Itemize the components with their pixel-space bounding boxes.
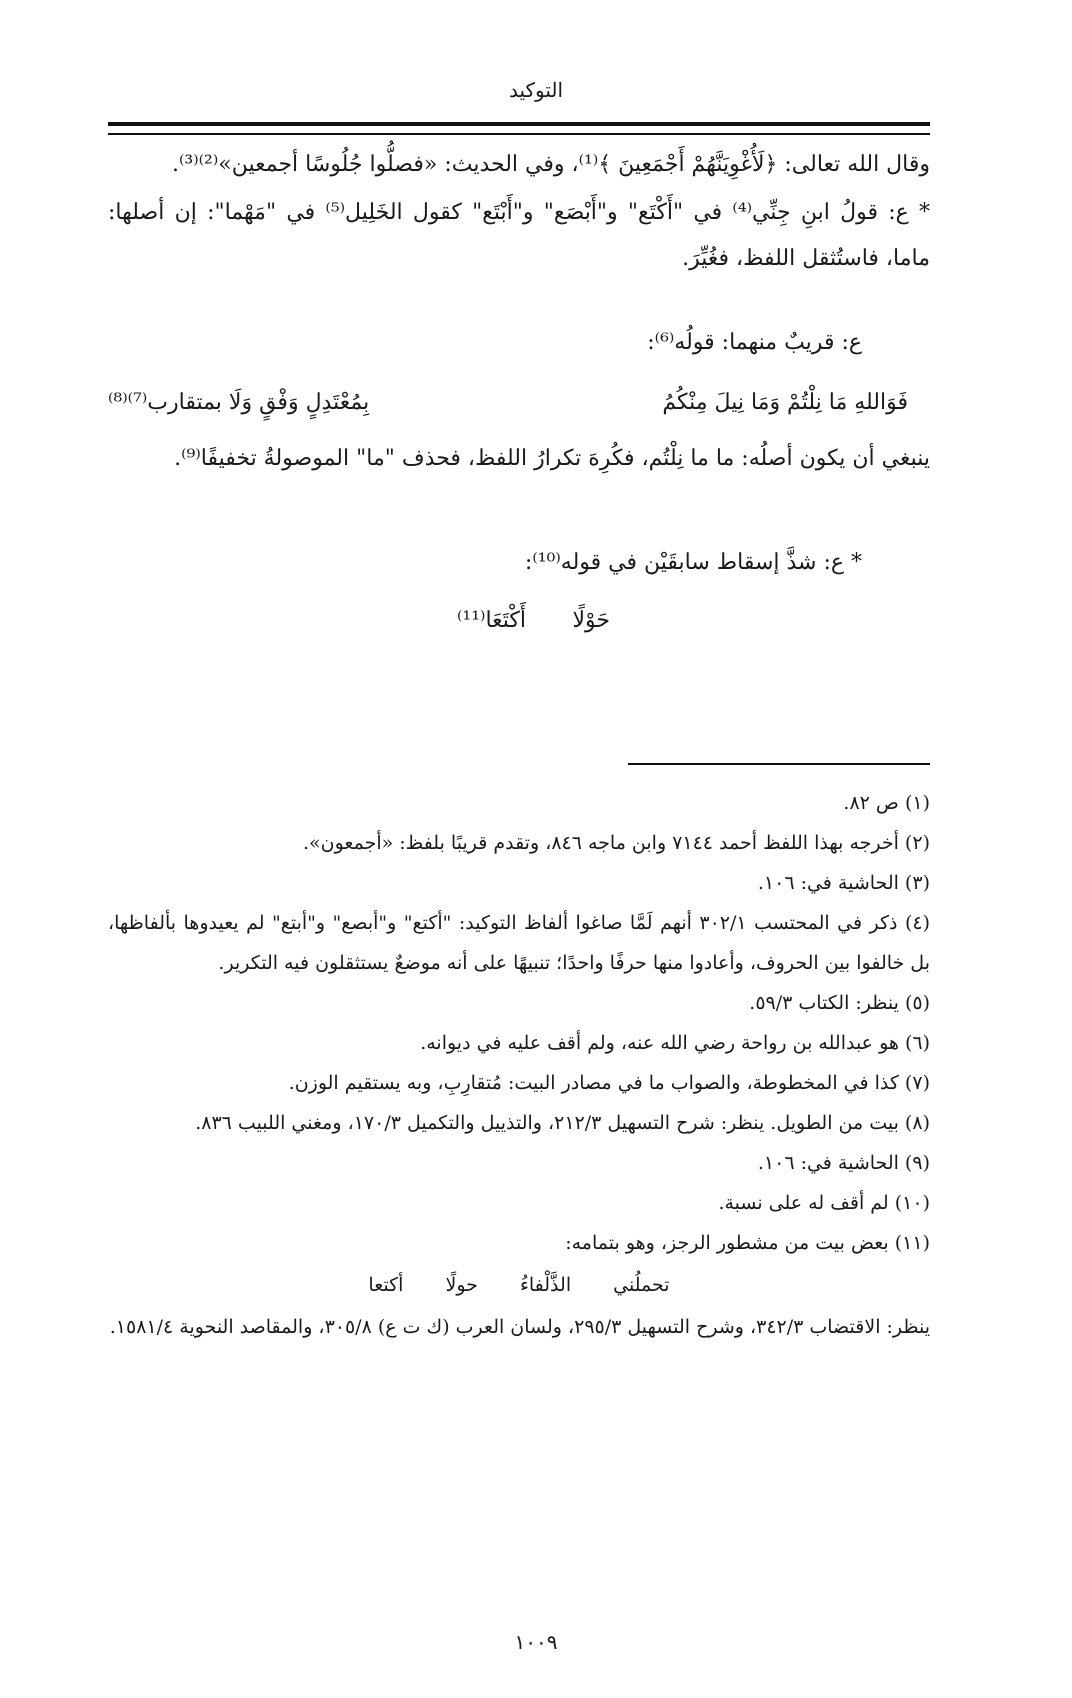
- verse-2: [108, 608, 930, 648]
- footnote-11-continuation: ينظر: الاقتضاب ٣٤٢/٣، وشرح التسهيل ٢٩٥/٣، ولسان العرب (ك ت ع) ٣٠٥/٨، والمقاصد النحوية ١٥٨١/٤.: [109, 1316, 930, 1338]
- footnote-9: (٩) الحاشية في: ١٠٦.: [757, 1152, 930, 1174]
- verse-2-second-word: أَكْتَعَا⁽¹¹⁾: [457, 608, 526, 633]
- verse-2-first-word: حَوْلًا: [572, 608, 610, 633]
- paragraph-qarib: ع: قريبٌ منهما: قولُه⁽⁶⁾:: [647, 330, 862, 355]
- footnote-5: (٥) ينظر: الكتاب ٥٩/٣.: [749, 992, 930, 1014]
- verse-word: حولًا: [445, 1274, 478, 1296]
- footnote-1: (١) ص ٨٢.: [843, 792, 930, 814]
- paragraph-quran-hadith: وقال الله تعالى: ﴿لَأُغْوِيَنَّهُمْ أَجْمَعِينَ ﴾⁽¹⁾، وفي الحديث: «فصلُّوا جُلُوسًا أجمعين»⁽²⁾⁽³⁾.: [171, 152, 930, 177]
- footnote-separator: [628, 763, 930, 765]
- footnote-11: (١١) بعض بيت من مشطور الرجز، وهو بتمامه:: [565, 1232, 930, 1254]
- header-rule-thin: [108, 133, 930, 135]
- footnote-8: (٨) بيت من الطويل. ينظر: شرح التسهيل ٢١٢/٣، والتذييل والتكميل ١٧٠/٣، ومغني اللبيب ٨٣٦.: [195, 1112, 930, 1134]
- paragraph-ibn-jinni: * ع: قولُ ابنِ جِنِّي⁽⁴⁾ في "أَكْتَع" و"أَبْصَع" و"أَبْتَع" كقول الخَلِيل⁽⁵⁾ في "مَهْما": إن أصلها: ماما، فاستُثقل اللفظ، فغُيِّرَ.: [108, 200, 930, 271]
- footnotes: [108, 783, 930, 1347]
- paragraph-shadhdha: * ع: شذَّ إسقاط سابقَيْن في قوله⁽¹⁰⁾:: [524, 550, 862, 575]
- page-number: ١٠٠٩: [514, 1630, 558, 1654]
- footnote-10: (١٠) لم أقف له على نسبة.: [718, 1192, 930, 1214]
- footnote-4: (٤) ذكر في المحتسب ٣٠٢/١ أنهم لَمَّا صاغوا ألفاظ التوكيد: "أكتع" و"أبصع" و"أبتع" لم يعيدوها بألفاظها، بل خالفوا بين الحروف، وأعادوا منها حرفًا واحدًا؛ تنبيهًا على أنه موضعٌ يستثقلون فيه التكرير.: [108, 912, 930, 974]
- verse-word: الذَّلْفاءُ: [519, 1274, 572, 1296]
- paragraph-yanbaghi: ينبغي أن يكون أصلُه: ما ما نِلْتُم، فكُرِهَ تكرارُ اللفظ، فحذف "ما" الموصولةُ تخفيفًا⁽⁹⁾.: [174, 446, 930, 471]
- verse-1: [108, 390, 930, 430]
- footnote-6: (٦) هو عبدالله بن رواحة رضي الله عنه، ولم أقف عليه في ديوانه.: [420, 1032, 930, 1054]
- running-header-title: التوكيد: [508, 78, 564, 102]
- verse-word: أكتعا: [368, 1274, 404, 1296]
- footnote-7: (٧) كذا في المخطوطة، والصواب ما في مصادر البيت: مُتقارِبِ، وبه يستقيم الوزن.: [288, 1072, 930, 1094]
- footnote-3: (٣) الحاشية في: ١٠٦.: [757, 872, 930, 894]
- verse-1-second-hemistich: بِمُعْتَدِلٍ وَفْقٍ وَلَا بمتقارب⁽⁷⁾⁽⁸⁾: [108, 390, 370, 415]
- verse-1-first-hemistich: فَوَاللهِ مَا نِلْتُمْ وَمَا نِيلَ مِنْكُمُ: [662, 390, 908, 415]
- footnote-11-verse: [108, 1263, 930, 1307]
- header-rule-thick: [108, 122, 930, 126]
- verse-word: تحملُني: [613, 1274, 670, 1296]
- footnote-2: (٢) أخرجه بهذا اللفظ أحمد ٧١٤٤ وابن ماجه ٨٤٦، وتقدم قريبًا بلفظ: «أجمعون».: [302, 832, 930, 854]
